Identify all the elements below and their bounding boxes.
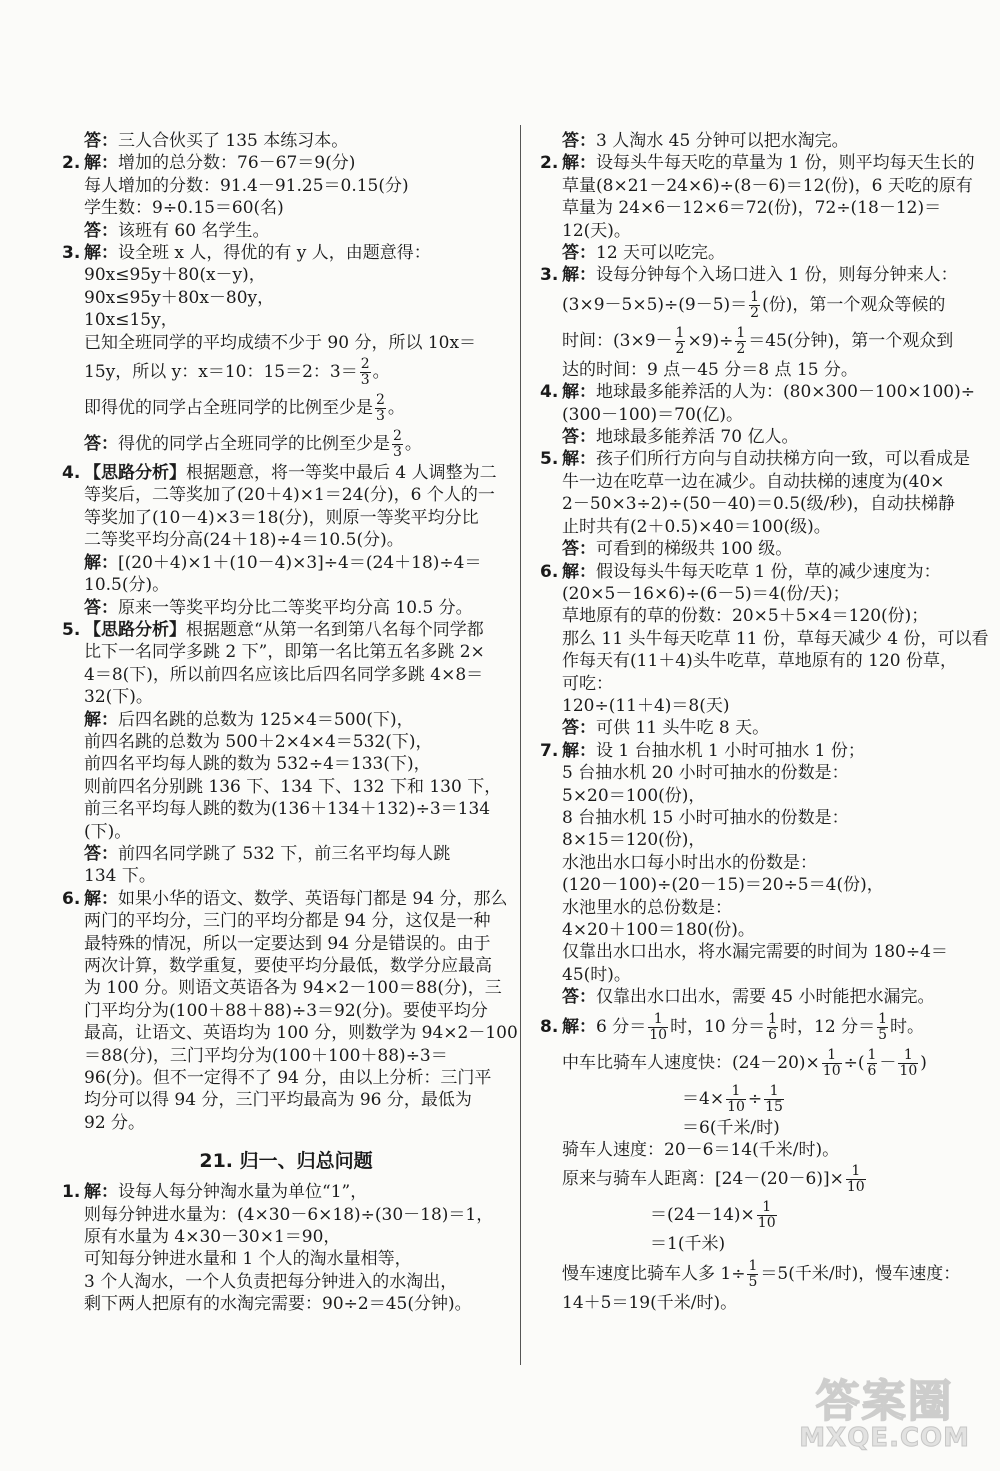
problem-r4 <box>540 381 985 448</box>
fraction: $\frac{1}{2}$ <box>750 288 760 321</box>
problem-line: 两门的平均分，三门的平均分都是 94 分，这仅是一种 <box>84 911 491 932</box>
problem-line: 比下一名同学多跳 2 下”，即第一名比第五名多跳 2× <box>84 642 485 663</box>
problem-line: ＝1(千米) <box>650 1234 726 1255</box>
problem-line: 前四名跳的总数为 500＋2×4×4＝532(下)， <box>84 731 433 752</box>
problem-line: 解：[(20＋4)×1＋(10－4)×3]÷4＝(24＋18)÷4＝ <box>84 552 482 573</box>
problem-line: 120÷(11＋4)＝8(天) <box>562 695 730 716</box>
problem-line: 牛一边在吃草一边在减少。自动扶梯的速度为(40× <box>562 471 945 492</box>
problem-line: 10x≤15y， <box>84 310 178 331</box>
problem-line: 14＋5＝19(千米/时)。 <box>562 1292 738 1313</box>
problem-line: 原有水量为 4×30－30×1＝90， <box>84 1227 341 1248</box>
section-title: 21. 归一、归总问题 <box>199 1150 373 1173</box>
problem-line: 达的时间：9 点－45 分＝8 点 15 分。 <box>562 359 858 380</box>
answer-line: 答：三人合伙买了 135 本练习本。 <box>84 131 349 151</box>
problem-line: 45(时)。 <box>562 964 631 985</box>
problem-line: 92 分。 <box>84 1112 146 1133</box>
fraction: $\frac{1}{10}$ <box>727 1082 745 1115</box>
problem-6 <box>62 888 518 1134</box>
problem-line: 4＝8(下)，所以前四名应该比后四名同学多跳 4×8＝ <box>84 664 484 685</box>
problem-line: 那么 11 头牛每天吃草 11 份，草每天减少 4 份，可以看 <box>562 628 989 649</box>
problem-line: (20×5－16×6)÷(6－5)＝4(份/天)； <box>562 583 850 604</box>
problem-line: 10.5(分)。 <box>84 575 170 596</box>
fraction: $\frac{1}{2}$ <box>736 324 746 357</box>
problem-line: 等奖后，二等奖加了(20＋4)×1＝24(分)，6 个人的一 <box>84 485 495 506</box>
answer-line: 答：可看到的梯级共 100 级。 <box>562 539 793 560</box>
problem-line: 剩下两人把原有的水淘完需要：90÷2＝45(分钟)。 <box>84 1294 472 1315</box>
problem-line: 则每分钟进水量为：(4×30－6×18)÷(30－18)＝1， <box>84 1204 494 1225</box>
problem-line: 90x≤95y＋80x－80y， <box>84 287 275 308</box>
fraction: $\frac{1}{6}$ <box>867 1046 877 1079</box>
answer-line: 答：得优的同学占全班同学的比例至少是 $\frac{2}{3}$ 。 <box>84 428 422 461</box>
fraction: $\frac{1}{5}$ <box>878 1010 887 1043</box>
answer-line: 答：可供 11 头牛吃 8 天。 <box>562 718 770 739</box>
fraction: $\frac{1}{10}$ <box>757 1199 776 1232</box>
problem-line: (120－100)÷(20－15)＝20÷5＝4(份)， <box>562 875 884 896</box>
problem-r8 <box>540 1009 985 1315</box>
problem-line: 2－50×3÷2)÷(50－40)＝0.5(级/秒)，自动扶梯静 <box>562 494 955 515</box>
problem-line: 止时共有(2＋0.5)×40＝100(级)。 <box>562 516 831 537</box>
site-watermark <box>799 1365 970 1453</box>
answer-line: 答：原来一等奖平均分比二等奖平均分高 10.5 分。 <box>84 597 473 618</box>
problem-line: 则前四名分别跳 136 下、134 下、132 下和 130 下， <box>84 776 502 797</box>
problem-line: 3. 解：设每分钟每个入场口进入 1 份，则每分钟来人： <box>540 265 958 286</box>
problem-line: 答：该班有 60 名学生。 <box>84 220 270 241</box>
problem-line: 3. 解：设全班 x 人，得优的有 y 人，由题意得： <box>62 243 431 264</box>
problem-line: 前四名平均每人跳的数为 532÷4＝133(下)， <box>84 754 431 775</box>
problem-line: 5. 【思路分析】根据题意“从第一名到第八名每个同学都 <box>62 619 484 640</box>
fraction: $\frac{1}{15}$ <box>765 1082 783 1115</box>
problem-r3 <box>540 264 985 381</box>
problem-line: 前三名平均每人跳的数为(136＋134＋132)÷3＝134 <box>84 799 491 820</box>
problem-line: (300－100)＝70(亿)。 <box>562 404 744 425</box>
problem-line: 3 个人淘水，一个人负责把每分钟进入的水淘出， <box>84 1271 458 1292</box>
ratio-line: 即得优的同学占全班同学的比例至少是 $\frac{2}{3}$ 。 <box>84 392 405 425</box>
problem-line: ＝6(千米/时) <box>682 1117 780 1138</box>
problem-line: 96(分)。但不一定得不了 94 分，由以上分析：三门平 <box>84 1068 492 1089</box>
right-column <box>540 130 989 1314</box>
problem-line: 5 台抽水机 20 小时可抽水的份数是： <box>562 763 849 784</box>
problem-line: ＝4× $\frac{1}{10}$ ÷ $\frac{1}{15}$ <box>682 1082 783 1115</box>
problem-line: 草量为 24×6－12×6＝72(份)，72÷(18－12)＝ <box>562 198 942 219</box>
watermark-mark: 答案圈 <box>815 1376 954 1427</box>
fraction: $\frac{1}{6}$ <box>768 1010 778 1043</box>
fraction: $\frac{1}{2}$ <box>675 324 685 357</box>
problem-line: 8×15＝120(份)， <box>562 830 706 851</box>
problem-line: (下)。 <box>84 821 132 842</box>
problem-line: 1. 解：设每人每分钟淘水量为单位“1”， <box>62 1182 368 1203</box>
problem-line: 32(下)。 <box>84 687 153 708</box>
problem-line: 等奖加了(10－4)×3＝18(分)，则原一等奖平均分比 <box>84 507 479 528</box>
problem-3 <box>62 242 510 462</box>
problem-line: 时间：(3×9－ $\frac{1}{2}$ ×9)÷ $\frac{1}{2}$ ＝45(分钟)，第一个观众到 <box>562 324 954 357</box>
problem-line: 中车比骑车人速度快：(24－20)× $\frac{1}{10}$ ÷( $\frac{1}{6}$ － $\frac{1}{10}$ ) <box>562 1046 927 1079</box>
problem-line: 5. 解：孩子们所行方向与自动扶梯方向一致，可以看成是 <box>540 449 970 470</box>
problem-2 <box>62 152 510 242</box>
problem-line: 7. 解：设 1 台抽水机 1 小时可抽水 1 份； <box>540 740 865 761</box>
problem-line: 4×20＋100＝180(份)。 <box>562 920 755 940</box>
section-problem-1 <box>62 1181 510 1315</box>
answer-line: 答：仅靠出水口出水，需要 45 小时能把水漏完。 <box>562 987 935 1008</box>
problem-line: 二等奖平均分高(24＋18)÷4＝10.5(分)。 <box>84 530 404 551</box>
watermark-url: MXQE.COM <box>799 1423 970 1453</box>
fraction: $\frac{1}{5}$ <box>748 1257 758 1290</box>
problem-5 <box>62 619 510 888</box>
problem-line: 原来与骑车人距离：[24－(20－6)]× $\frac{1}{10}$ <box>562 1163 865 1196</box>
problem-line: 已知全班同学的平均成绩不少于 90 分，所以 10x＝ <box>84 332 477 353</box>
problem-r6 <box>540 561 989 740</box>
problem-line: ＝(24－14)× $\frac{1}{10}$ <box>650 1199 776 1232</box>
problem-line: 水池出水口每小时出水的份数是： <box>562 852 817 873</box>
problem-line: 2. 解：增加的总分数：76－67＝9(分) <box>62 153 356 174</box>
fraction: $\frac{2}{3}$ <box>360 356 370 389</box>
fraction: $\frac{1}{10}$ <box>899 1046 918 1079</box>
problem-line: 8. 解：6 分＝ $\frac{1}{10}$ 时，10 分＝ $\frac{1}{6}$ 时，12 分＝ $\frac{1}{5}$ 时。 <box>540 1010 924 1043</box>
ratio-line: 15y，所以 y：x＝10：15＝2：3＝ $\frac{2}{3}$ 。 <box>84 356 390 389</box>
problem-line: 慢车速度比骑车人多 1÷ $\frac{1}{5}$ ＝5(千米/时)，慢车速度： <box>562 1257 961 1290</box>
problem-line: 每人增加的分数：91.4－91.25＝0.15(分) <box>84 175 409 196</box>
problem-line: 门平均分为(100＋88＋88)÷3＝92(分)。要使平均分 <box>84 1000 488 1021</box>
problem-line: 解：后四名跳的总数为 125×4＝500(下)， <box>84 709 414 730</box>
answer-line: 答：前四名同学跳了 532 下，前三名平均每人跳 <box>84 843 451 864</box>
fraction: $\frac{1}{10}$ <box>846 1163 865 1196</box>
problem-line: 两次计算，数学重复，要使平均分最低，数学分应最高 <box>84 956 492 976</box>
problem-line: 学生数：9÷0.15＝60(名) <box>84 198 284 219</box>
problem-line: 作每天有(11＋4)头牛吃草，草地原有的 120 份草， <box>562 651 957 672</box>
problem-r5 <box>540 448 985 560</box>
problem-line: 2. 解：设每头牛每天吃的草量为 1 份，则平均每天生长的 <box>540 153 975 174</box>
problem-line: 6. 解：如果小华的语文、数学、英语每门都是 94 分，那么 <box>62 888 508 909</box>
problem-r2 <box>540 152 985 264</box>
problem-line: 6. 解：假设每头牛每天吃草 1 份，草的减少速度为： <box>540 561 941 582</box>
left-column <box>62 130 518 1316</box>
problem-line: 5×20＝100(份)， <box>562 785 706 806</box>
problem-line: 4. 【思路分析】根据题意，将一等奖中最后 4 人调整为二 <box>62 463 497 484</box>
fraction: $\frac{1}{10}$ <box>649 1010 668 1043</box>
problem-line: 水池里水的总份数是： <box>562 897 732 918</box>
problem-line: (3×9－5×5)÷(9－5)＝ $\frac{1}{2}$ (份)，第一个观众等候的 <box>562 288 946 321</box>
problem-line: 可吃： <box>562 673 613 694</box>
problem-line: 草量(8×21－24×6)÷(8－6)＝12(份)，6 天吃的原有 <box>562 175 973 196</box>
problem-r7 <box>540 740 985 1009</box>
problem-line: 90x≤95y＋80(x－y)， <box>84 265 266 286</box>
answer-line: 答：地球最多能养活 70 亿人。 <box>562 427 799 448</box>
problem-line: 最特殊的情况，所以一定要达到 94 分是错误的。由于 <box>84 933 491 954</box>
problem-line: 可知每分钟进水量和 1 个人的淘水量相等， <box>84 1249 412 1270</box>
column-divider <box>520 125 521 1365</box>
problem-line: 12(天)。 <box>562 220 631 241</box>
fraction: $\frac{1}{10}$ <box>822 1046 841 1079</box>
problem-line: 骑车人速度：20－6＝14(千米/时)。 <box>562 1140 840 1161</box>
problem-line: 8 台抽水机 15 小时可抽水的份数是： <box>562 807 849 828</box>
problem-line: 仅靠出水口出水，将水漏完需要的时间为 180÷4＝ <box>562 942 948 963</box>
problem-line: ＝88(分)，三门平均分为(100＋100＋88)÷3＝ <box>84 1045 448 1066</box>
problem-line: 为 100 分。则语文英语各为 94×2－100＝88(分)，三 <box>84 978 502 999</box>
problem-line: 草地原有的草的份数：20×5＋5×4＝120(份)； <box>562 606 929 627</box>
problem-4 <box>62 462 510 619</box>
answer-line: 答：12 天可以吃完。 <box>562 243 726 264</box>
problem-line: 均分可以得 94 分，三门平均最高为 96 分，最低为 <box>84 1090 472 1111</box>
problem-line: 4. 解：地球最多能养活的人为：(80×300－100×100)÷ <box>540 382 975 403</box>
fraction: $\frac{2}{3}$ <box>393 428 402 461</box>
answer-line: 答：3 人淘水 45 分钟可以把水淘完。 <box>562 131 849 151</box>
problem-line: 134 下。 <box>84 866 156 887</box>
fraction: $\frac{2}{3}$ <box>376 392 385 425</box>
problem-line: 最高，让语文、英语均为 100 分，则数学为 94×2－100 <box>84 1023 518 1044</box>
